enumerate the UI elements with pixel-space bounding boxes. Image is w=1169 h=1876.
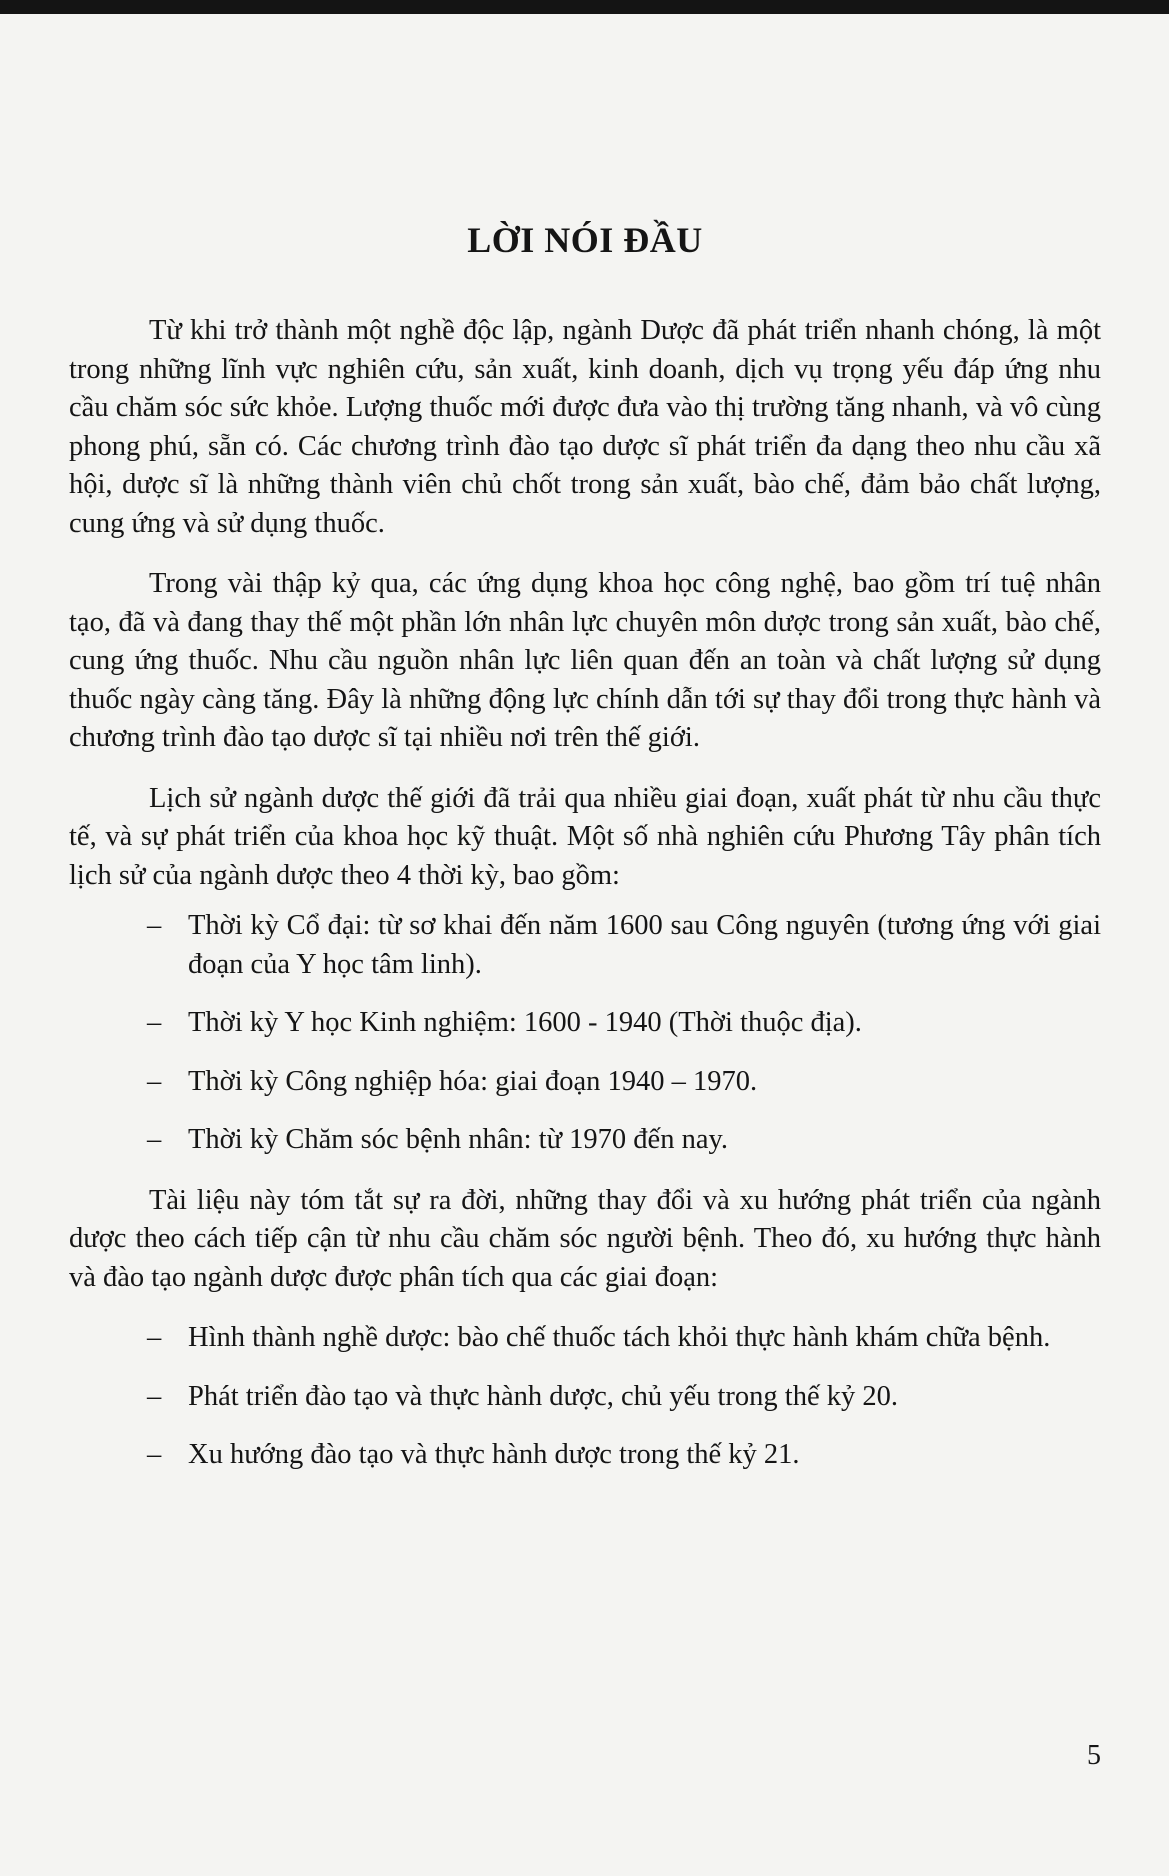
list-item-text: Xu hướng đào tạo và thực hành dược trong thế kỷ 21. xyxy=(188,1439,800,1470)
list-item xyxy=(69,1004,1101,1043)
summary-paragraph: Tài liệu này tóm tắt sự ra đời, những thay đổi và xu hướng phát triển của ngành dược theo cách tiếp cận từ nhu cầu chăm sóc người bệnh. Theo đó, xu hướng thực hành và đào tạo ngành dược được phân tích qua các giai đoạn: xyxy=(69,1184,1101,1293)
intro-paragraph-2: Trong vài thập kỷ qua, các ứng dụng khoa học công nghệ, bao gồm trí tuệ nhân tạo, đã và đang thay thế một phần lớn nhân lực chuyên môn dược trong sản xuất, bào chế, cung ứng thuốc. Nhu cầu nguồn nhân lực liên quan đến an toàn và chất lượng sử dụng thuốc ngày càng tăng. Đây là những động lực chính dẫn tới sự thay đổi trong thực hành và chương trình đào tạo dược sĩ tại nhiều nơi trên thế giới. xyxy=(69,568,1101,753)
page-body xyxy=(69,312,1101,1497)
dash-bullet: – xyxy=(147,1322,162,1353)
stage-list xyxy=(69,1319,1101,1475)
page-title: LỜI NÓI ĐẦU xyxy=(467,220,703,260)
dash-bullet: – xyxy=(147,1439,162,1470)
list-item xyxy=(69,1063,1101,1102)
list-item-text: Thời kỳ Y học Kinh nghiệm: 1600 - 1940 (Thời thuộc địa). xyxy=(188,1007,862,1038)
list-item-text: Thời kỳ Cổ đại: từ sơ khai đến năm 1600 sau Công nguyên (tương ứng với giai đoạn của Y học tâm linh). xyxy=(188,910,1101,980)
dash-bullet: – xyxy=(147,1124,162,1155)
dash-bullet: – xyxy=(147,1380,162,1412)
intro-paragraph-1: Từ khi trở thành một nghề độc lập, ngành Dược đã phát triển nhanh chóng, là một trong những lĩnh vực nghiên cứu, sản xuất, kinh doanh, dịch vụ trọng yếu đáp ứng nhu cầu chăm sóc sức khỏe. Lượng thuốc mới được đưa vào thị trường tăng nhanh, và vô cùng phong phú, sẵn có. Các chương trình đào tạo dược sĩ phát triển đa dạng theo nhu cầu xã hội, dược sĩ là những thành viên chủ chốt trong sản xuất, bào chế, đảm bảo chất lượng, cung ứng và sử dụng thuốc. xyxy=(69,315,1101,539)
list-item xyxy=(69,1121,1101,1160)
list-item-text: Thời kỳ Chăm sóc bệnh nhân: từ 1970 đến nay. xyxy=(188,1124,728,1155)
dash-bullet: – xyxy=(147,910,162,941)
intro-paragraph-3: Lịch sử ngành dược thế giới đã trải qua nhiều giai đoạn, xuất phát từ nhu cầu thực tế, và sự phát triển của khoa học kỹ thuật. Một số nhà nghiên cứu Phương Tây phân tích lịch sử của ngành dược theo 4 thời kỳ, bao gồm: xyxy=(69,782,1101,891)
list-item xyxy=(69,1319,1101,1358)
page-number: 5 xyxy=(1087,1740,1101,1771)
period-list xyxy=(69,907,1101,1160)
list-item xyxy=(69,907,1101,984)
list-item-text: Phát triển đào tạo và thực hành dược, chủ yếu trong thế kỷ 20. xyxy=(188,1380,898,1412)
dash-bullet: – xyxy=(147,1007,162,1038)
list-item-text: Thời kỳ Công nghiệp hóa: giai đoạn 1940 – 1970. xyxy=(188,1065,758,1097)
list-item xyxy=(69,1436,1101,1475)
book-page xyxy=(69,0,1101,1876)
list-item-text: Hình thành nghề dược: bào chế thuốc tách khỏi thực hành khám chữa bệnh. xyxy=(188,1322,1051,1353)
list-item xyxy=(69,1378,1101,1417)
dash-bullet: – xyxy=(147,1065,162,1097)
